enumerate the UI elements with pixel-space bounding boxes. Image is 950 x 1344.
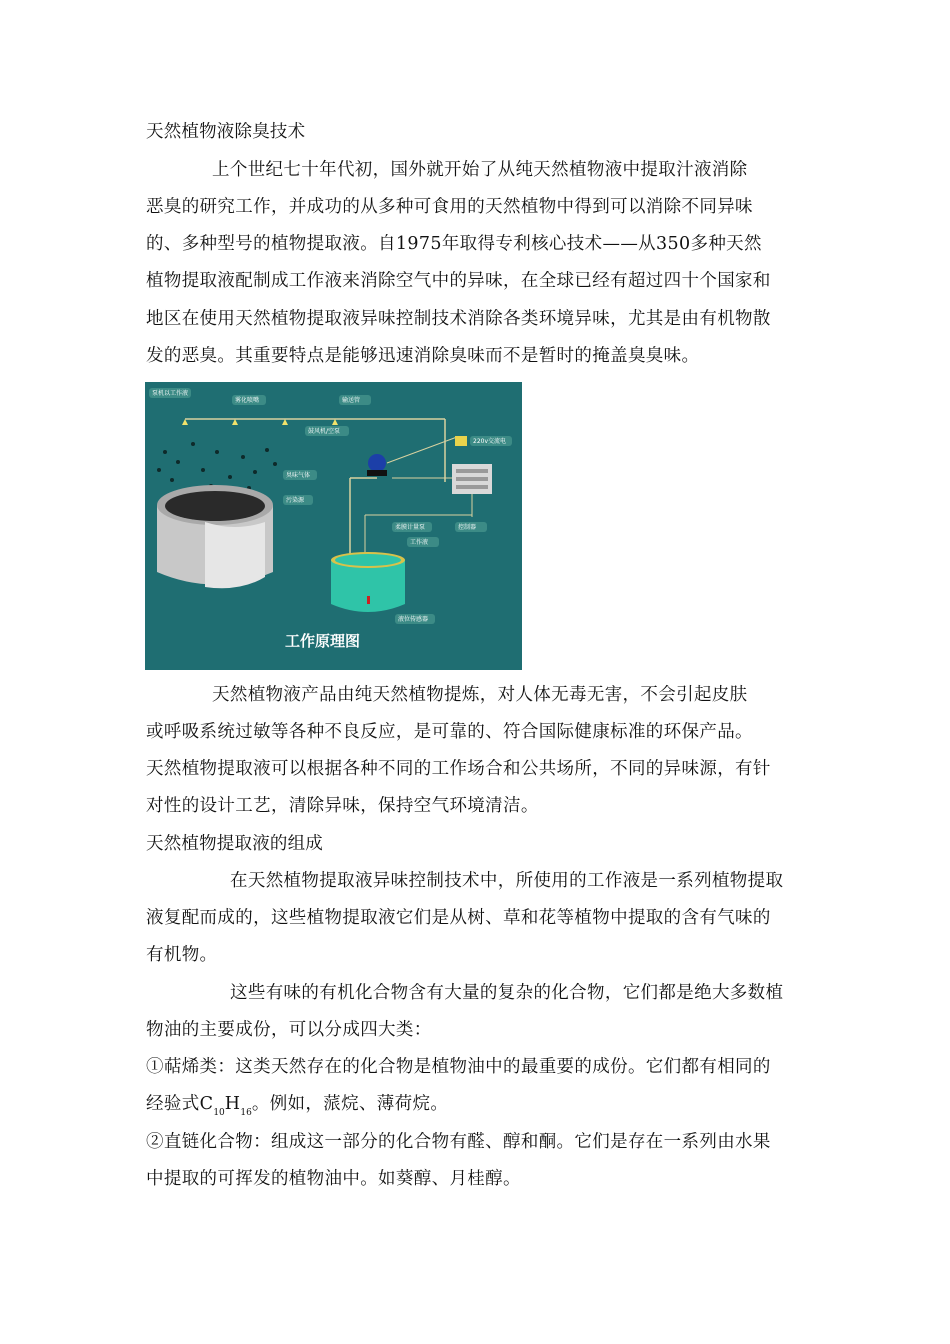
- paragraph-line: 地区在使用天然植物提取液异味控制技术消除各类环境异味，尤其是由有机物散: [146, 309, 771, 329]
- formula-line: [146, 1092, 810, 1119]
- paragraph-line: 植物提取液配制成工作液来消除空气中的异味，在全球已经有超过四十个国家和: [146, 271, 771, 291]
- label-sensor: 液位传感器: [398, 616, 429, 623]
- paragraph-line: 有机物。: [146, 945, 218, 965]
- label-nozzle: 雾化喷嘴: [235, 397, 260, 404]
- list-item-terpenes: ①萜烯类：这类天然存在的化合物是植物油中的最重要的成份。它们都有相同的: [146, 1057, 771, 1077]
- label-tank: 工作液: [410, 539, 429, 546]
- working-principle-diagram: [145, 382, 522, 670]
- paragraph-line: 在天然植物提取液异味控制技术中，所使用的工作液是一系列植物提取: [230, 871, 784, 891]
- paragraph-line: 发的恶臭。其重要特点是能够迅速消除臭味而不是暂时的掩盖臭臭味。: [146, 346, 700, 366]
- label-controller: 控制器: [458, 524, 477, 531]
- empirical-formula: [200, 1092, 252, 1119]
- pollution-source-bucket: [157, 485, 273, 588]
- paragraph-line: 的、多种型号的植物提取液。自1975年取得专利核心技术——从350多种天然: [146, 234, 762, 254]
- controller-box: [452, 464, 492, 494]
- paragraph-line: 物油的主要成份，可以分成四大类：: [146, 1020, 432, 1040]
- paragraph-line: 天然植物提取液可以根据各种不同的工作场合和公共场所，不同的异味源，有针: [146, 759, 771, 779]
- label-spray-area: 泵机以工作液: [152, 390, 189, 397]
- paragraph-line: 中提取的可挥发的植物油中。如葵醇、月桂醇。: [146, 1169, 521, 1189]
- formula-suffix: 。例如，蒎烷、薄荷烷。: [251, 1094, 449, 1114]
- paragraph-line: 恶臭的研究工作，并成功的从多种可食用的天然植物中得到可以消除不同异味: [146, 197, 753, 217]
- working-liquid-tank: [331, 552, 405, 612]
- power-outlet-icon: [455, 436, 467, 446]
- formula-h-subscript: 16: [240, 1108, 252, 1118]
- formula-prefix: 经验式: [146, 1094, 200, 1114]
- paragraph-line: 对性的设计工艺，清除异味，保持空气环境清洁。: [146, 796, 539, 816]
- formula-c: C: [199, 1094, 214, 1114]
- paragraph-line: 这些有味的有机化合物含有大量的复杂的化合物，它们都是绝大多数植: [230, 983, 784, 1003]
- section-title: 天然植物液除臭技术: [146, 122, 306, 142]
- paragraph-line: 上个世纪七十年代初，国外就开始了从纯天然植物液中提取汁液消除: [212, 160, 748, 180]
- paragraph-line: 液复配而成的，这些植物提取液它们是从树、草和花等植物中提取的含有气味的: [146, 908, 771, 928]
- paragraph-line: 或呼吸系统过敏等各种不良反应，是可靠的、符合国际健康标准的环保产品。: [146, 722, 753, 742]
- figure-caption: 工作原理图: [285, 632, 361, 650]
- label-source: 污染源: [286, 497, 305, 504]
- formula-c-subscript: 10: [213, 1108, 225, 1118]
- list-item-linear-compounds: ②直链化合物：组成这一部分的化合物有醛、醇和酮。它们是存在一系列由水果: [146, 1132, 771, 1152]
- working-principle-figure: [145, 382, 522, 670]
- formula-h: H: [224, 1094, 241, 1114]
- label-pump: 柔膜计量泵: [395, 524, 426, 531]
- paragraph-line: 天然植物液产品由纯天然植物提炼，对人体无毒无害，不会引起皮肤: [212, 685, 748, 705]
- label-power: 220v交流电: [473, 438, 507, 445]
- label-pipe: 输送管: [342, 397, 361, 404]
- section-title: 天然植物提取液的组成: [146, 834, 323, 854]
- label-gas: 臭味气体: [286, 472, 311, 479]
- label-fan: 鼓风机/空泵: [308, 428, 341, 435]
